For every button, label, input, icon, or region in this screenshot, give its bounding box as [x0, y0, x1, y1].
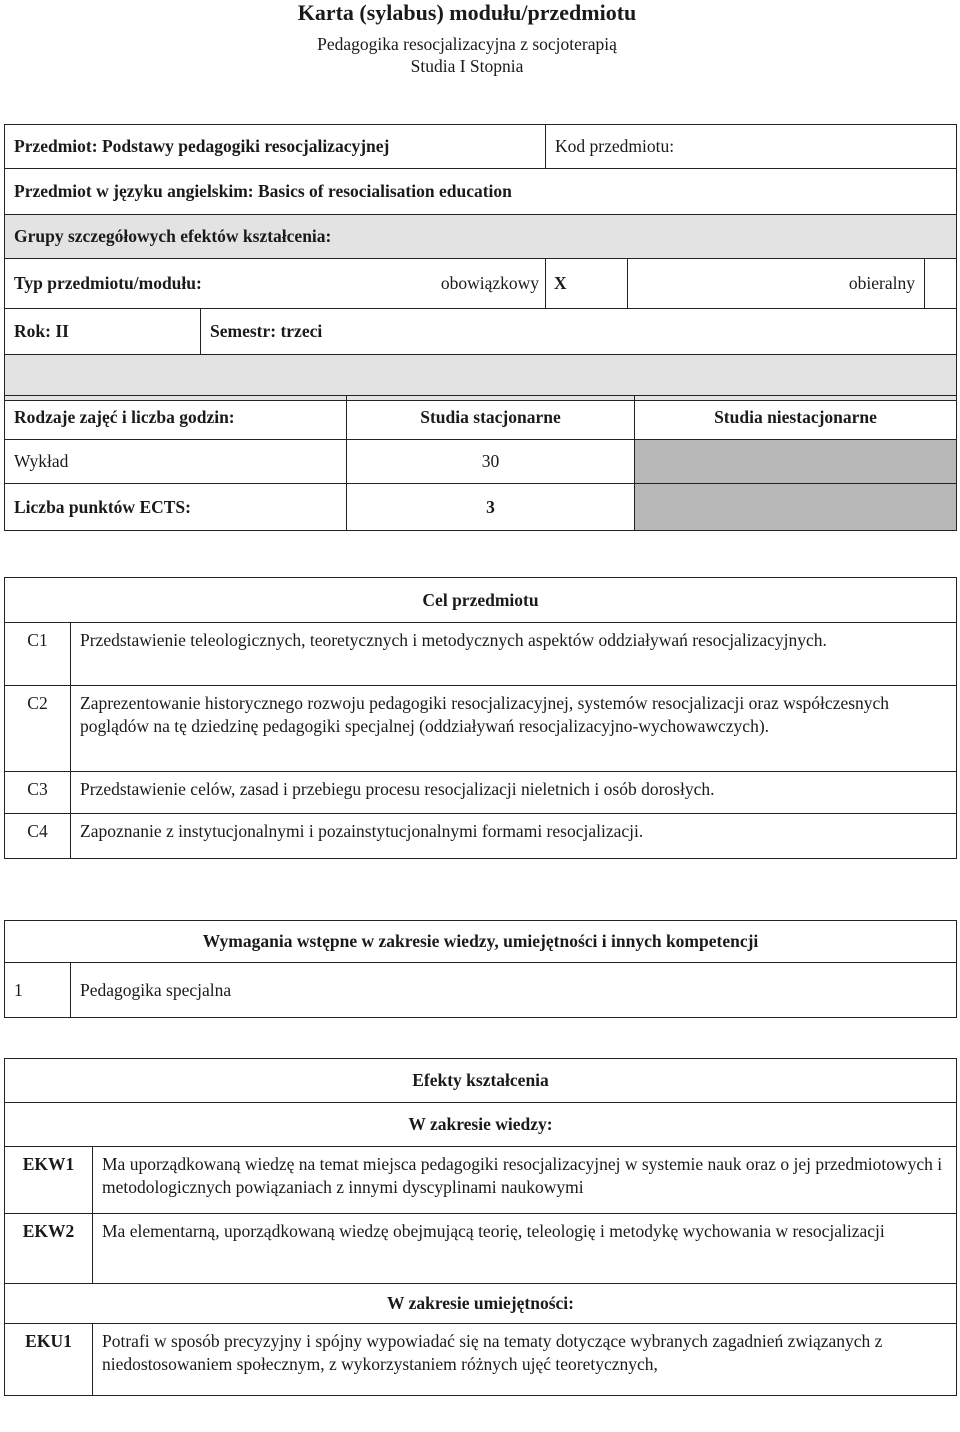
- goals-table: [4, 577, 957, 859]
- ects-part-time: [635, 484, 957, 531]
- goal-code: C4: [5, 814, 71, 859]
- ects-full-time: 3: [347, 484, 635, 531]
- outcome-code: EKW2: [5, 1214, 93, 1284]
- goal-text: Przedstawienie celów, zasad i przebiegu procesu resocjalizacji nieletnich i osób dorosłych.: [71, 772, 957, 814]
- goal-text: Przedstawienie teleologicznych, teoretycznych i metodycznych aspektów oddziaływań resocjalizacyjnych.: [71, 623, 957, 686]
- subject-name-en: Przedmiot w języku angielskim: Basics of resocialisation education: [5, 169, 957, 215]
- outcomes-title: Efekty kształcenia: [5, 1059, 957, 1103]
- prerequisites-title: Wymagania wstępne w zakresie wiedzy, umiejętności i innych kompetencji: [5, 921, 957, 963]
- prerequisite-code: 1: [5, 963, 71, 1018]
- study-level: Studia I Stopnia: [410, 56, 524, 76]
- hours-label: Rodzaje zajęć i liczba godzin:: [5, 396, 347, 440]
- goal-text: Zapoznanie z instytucjonalnymi i pozainstytucjonalnymi formami resocjalizacji.: [71, 814, 957, 859]
- type-elective: obieralny: [628, 259, 925, 309]
- prerequisites-table: [4, 920, 957, 1018]
- type-elective-mark: [925, 259, 957, 309]
- part-time-header: Studia niestacjonarne: [635, 396, 957, 440]
- knowledge-title: W zakresie wiedzy:: [5, 1103, 957, 1147]
- module-type-label: Typ przedmiotu/modułu:: [14, 273, 202, 293]
- goal-code: C3: [5, 772, 71, 814]
- type-obligatory: obowiązkowy: [440, 273, 539, 293]
- module-type-cell: [5, 259, 546, 309]
- hours-table: [4, 395, 957, 531]
- outcome-groups-label: Grupy szczegółowych efektów kształcenia:: [5, 215, 957, 259]
- page-title: Karta (sylabus) modułu/przedmiotu: [297, 0, 637, 25]
- outcome-text: Potrafi w sposób precyzyjny i spójny wypowiadać się na tematy dotyczące wybranych zagadnień związanych z niedostosowaniem społecznym, z wykorzystaniem różnych ujęć teoretycznych,: [93, 1324, 957, 1396]
- goal-text: Zaprezentowanie historycznego rozwoju pedagogiki resocjalizacyjnej, systemów resocjalizacji oraz współczesnych poglądów na tę dziedzinę pedagogiki specjalnej (oddziaływań resocjalizacyjno-wychowawczych).: [71, 686, 957, 772]
- program-name: Pedagogika resocjalizacyjna z socjoterapią: [317, 34, 617, 54]
- outcome-text: Ma uporządkowaną wiedzę na temat miejsca pedagogiki resocjalizacyjnej w systemie nauk oraz o jej przedmiotowych i metodologicznych powiązaniach z innymi dyscyplinami naukowymi: [93, 1147, 957, 1214]
- year: Rok: II: [5, 309, 201, 355]
- subject-name: Przedmiot: Podstawy pedagogiki resocjalizacyjnej: [5, 125, 546, 169]
- type-obligatory-mark: X: [546, 259, 628, 309]
- prerequisite-text: Pedagogika specjalna: [71, 963, 957, 1018]
- outcome-code: EKW1: [5, 1147, 93, 1214]
- semester: Semestr: trzeci: [201, 309, 957, 355]
- lecture-label: Wykład: [5, 440, 347, 484]
- outcome-code: EKU1: [5, 1324, 93, 1396]
- lecture-part-time: [635, 440, 957, 484]
- outcome-text: Ma elementarną, uporządkowaną wiedzę obejmującą teorię, teleologię i metodykę wychowania w resocjalizacji: [93, 1214, 957, 1284]
- separator-row: [5, 355, 957, 401]
- ects-label: Liczba punktów ECTS:: [5, 484, 347, 531]
- goal-code: C1: [5, 623, 71, 686]
- goal-code: C2: [5, 686, 71, 772]
- full-time-header: Studia stacjonarne: [347, 396, 635, 440]
- outcomes-table: [4, 1058, 957, 1396]
- subject-info-table: [4, 124, 957, 401]
- lecture-full-time: 30: [347, 440, 635, 484]
- subject-code-label: Kod przedmiotu:: [546, 125, 957, 169]
- goals-title: Cel przedmiotu: [5, 578, 957, 623]
- skills-title: W zakresie umiejętności:: [5, 1284, 957, 1324]
